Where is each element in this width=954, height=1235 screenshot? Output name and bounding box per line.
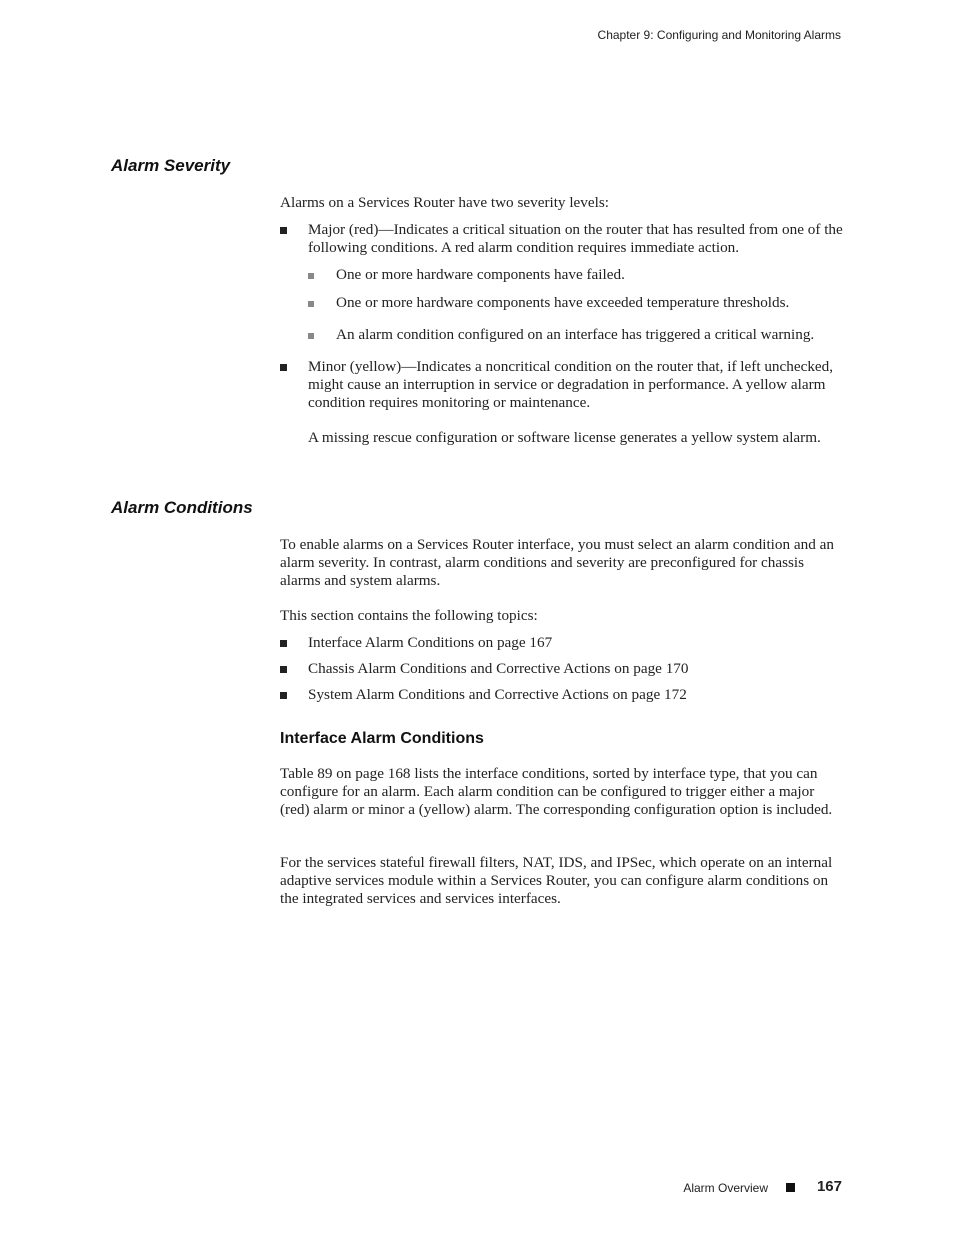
- topic-link[interactable]: Interface Alarm Conditions on page 167: [308, 634, 553, 651]
- topic-link[interactable]: System Alarm Conditions and Corrective Actions on page 172: [308, 686, 687, 703]
- bullet-icon: [280, 227, 287, 234]
- severity-intro: Alarms on a Services Router have two severity levels:: [280, 194, 609, 211]
- minor-text: Minor (yellow)—Indicates a noncritical condition on the router that, if left unchecked, might cause an interruption in service or degradation in performance. A yellow alarm condition requires monitoring or maintenance.: [308, 358, 834, 411]
- footer-section-label: Alarm Overview: [683, 1181, 768, 1195]
- heading-alarm-conditions: Alarm Conditions: [111, 498, 253, 517]
- conditions-intro: To enable alarms on a Services Router interface, you must select an alarm condition and an alarm severity. In contrast, alarm conditions and severity are preconfigured for chassis alarms and system alarms.: [280, 536, 834, 589]
- condition-text: An alarm condition configured on an interface has triggered a critical warning.: [336, 326, 815, 343]
- condition-text: One or more hardware components have exceeded temperature thresholds.: [336, 294, 790, 311]
- sub-bullet-icon: [308, 333, 314, 339]
- sub-bullet-icon: [308, 301, 314, 307]
- list-item-topic[interactable]: [280, 660, 846, 678]
- list-item-topic[interactable]: [280, 686, 846, 704]
- topics-intro: This section contains the following topics:: [280, 607, 538, 624]
- list-item-topic[interactable]: [280, 634, 846, 652]
- minor-note: A missing rescue configuration or software license generates a yellow system alarm.: [308, 429, 821, 446]
- bullet-icon: [280, 364, 287, 371]
- heading-alarm-severity: Alarm Severity: [111, 156, 231, 175]
- interface-para-2: For the services stateful firewall filters, NAT, IDS, and IPSec, which operate on an internal adaptive services module within a Services Router, you can configure alarm conditions on the integrated services and services interfaces.: [280, 854, 833, 907]
- footer-square-icon: [786, 1183, 795, 1192]
- heading-interface-alarm-conditions: Interface Alarm Conditions: [280, 730, 484, 747]
- bullet-icon: [280, 640, 287, 647]
- running-header: Chapter 9: Configuring and Monitoring Alarms: [597, 28, 841, 42]
- topic-link[interactable]: Chassis Alarm Conditions and Corrective Actions on page 170: [308, 660, 689, 677]
- page-number: 167: [816, 1178, 842, 1195]
- bullet-icon: [280, 692, 287, 699]
- condition-text: One or more hardware components have failed.: [336, 266, 625, 283]
- interface-para-1: Table 89 on page 168 lists the interface conditions, sorted by interface type, that you can configure for an alarm. Each alarm condition can be configured to trigger either a major (red) alarm or minor a (yellow) alarm. The corresponding configuration option is included.: [280, 765, 833, 818]
- major-text: Major (red)—Indicates a critical situation on the router that has resulted from one of the following conditions. A red alarm condition requires immediate action.: [308, 221, 843, 256]
- bullet-icon: [280, 666, 287, 673]
- sub-bullet-icon: [308, 273, 314, 279]
